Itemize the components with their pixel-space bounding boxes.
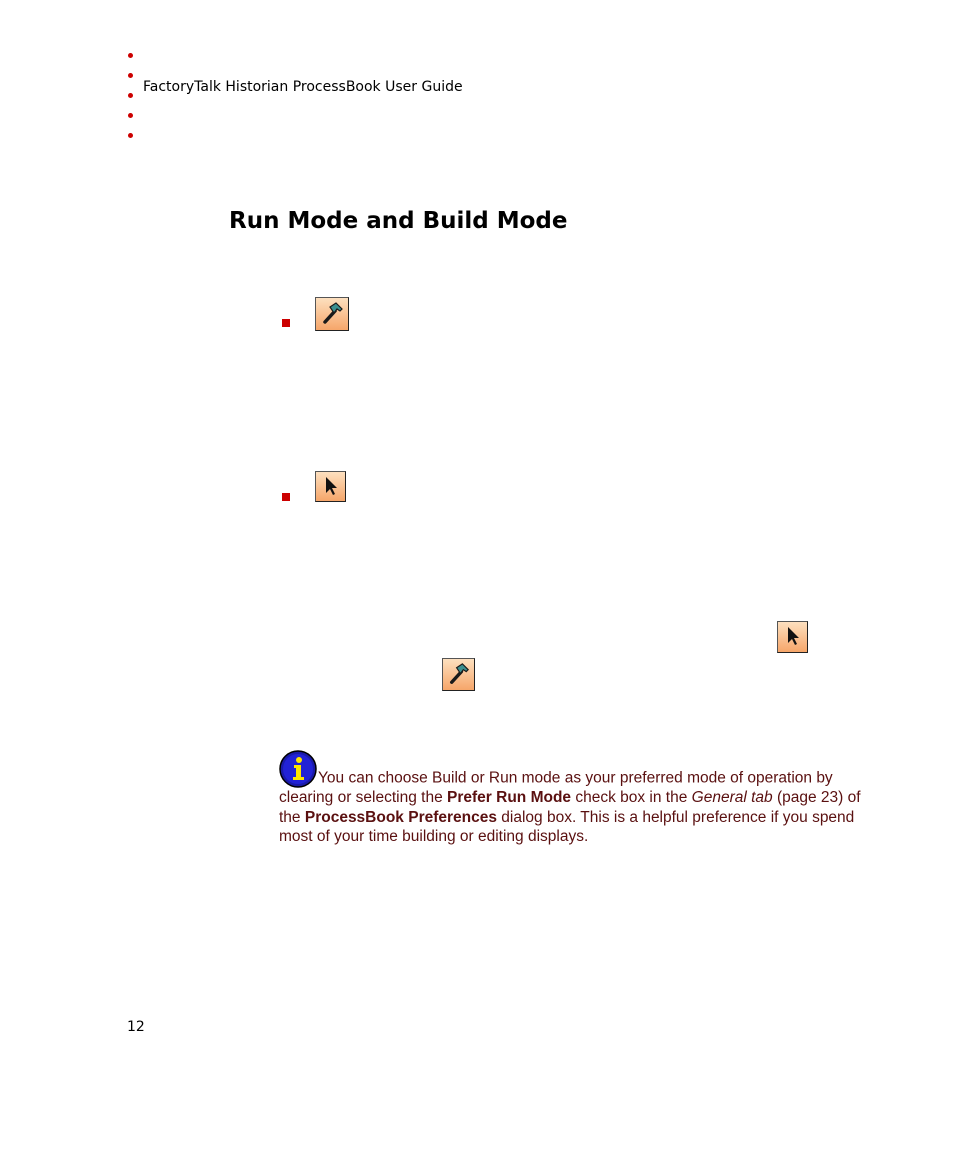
hammer-icon bbox=[316, 298, 348, 330]
header-dot bbox=[128, 73, 133, 78]
build-mode-inline-button bbox=[442, 658, 475, 691]
bullet-square bbox=[282, 493, 290, 501]
note-text: (page 23) of the bbox=[279, 789, 861, 826]
header-dot bbox=[128, 113, 133, 118]
processbook-preferences-label: ProcessBook Preferences bbox=[304, 808, 497, 826]
build-mode-button bbox=[315, 297, 349, 331]
note-text: check box in the bbox=[571, 789, 692, 806]
header-dot bbox=[128, 133, 133, 138]
bullet-square bbox=[282, 319, 290, 327]
hammer-icon bbox=[443, 659, 474, 690]
info-icon bbox=[279, 750, 317, 788]
arrow-pointer-icon bbox=[778, 622, 807, 652]
run-mode-inline-button bbox=[777, 621, 808, 653]
running-header-title: FactoryTalk Historian ProcessBook User Guide bbox=[143, 79, 463, 95]
preference-note bbox=[279, 750, 879, 847]
section-heading: Run Mode and Build Mode bbox=[229, 208, 568, 234]
header-dot bbox=[128, 93, 133, 98]
note-text: You can choose Build or Run mode as your preferred mode of operation by clearing or selecting the bbox=[279, 769, 833, 806]
page-number: 12 bbox=[127, 1019, 145, 1035]
header-dot bbox=[128, 53, 133, 58]
prefer-run-mode-label: Prefer Run Mode bbox=[447, 789, 572, 806]
arrow-pointer-icon bbox=[316, 472, 345, 501]
general-tab-reference: General tab bbox=[691, 789, 773, 806]
note-text: dialog box. This is a helpful preference if you spend most of your time building or editing displays. bbox=[279, 808, 855, 845]
run-mode-button bbox=[315, 471, 346, 502]
